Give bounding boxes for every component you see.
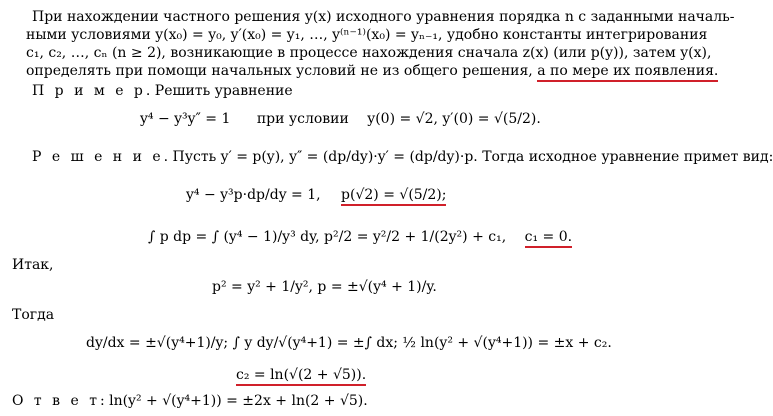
solution-line xyxy=(32,148,773,166)
togda-constant: c₂ = ln(√(2 + √5)). xyxy=(236,367,366,386)
togda-constant-line xyxy=(236,366,366,384)
answer-line xyxy=(12,392,368,410)
solution-text: . Пусть y′ = p(y), y″ = (dp/dy)·y′ = (dp/dy)·p. Тогда исходное уравнение примет вид: xyxy=(163,149,773,165)
solution-eq2-constant: c₁ = 0. xyxy=(525,229,572,248)
solution-eq1: y⁴ − y³p·dp/dy = 1, xyxy=(186,187,321,203)
answer-label: О т в е т xyxy=(12,393,100,409)
solution-label: Р е ш е н и е xyxy=(32,149,164,165)
togda-label: Тогда xyxy=(12,307,55,323)
solution-eq1-condition: p(√2) = √(5/2); xyxy=(341,187,446,206)
intro-line-4-text: определять при помощи начальных условий не из общего решения, xyxy=(26,63,538,79)
intro-line-3: c₁, c₂, …, cₙ (n ≥ 2), возникающие в процессе нахождения сначала z(x) (или p(y)), затем y(x), xyxy=(26,45,712,61)
solution-eq2: ∫ p dp = ∫ (y⁴ − 1)/y³ dy, p²/2 = y²/2 + 1/(2y²) + c₁, xyxy=(148,229,507,245)
example-label: П р и м е р xyxy=(32,83,146,99)
itak-equation: p² = y² + 1/y², p = ±√(y⁴ + 1)/y. xyxy=(212,279,437,295)
intro-line-4-underlined: а по мере их появления. xyxy=(537,63,718,82)
example-line xyxy=(32,82,293,100)
intro-line-1: При нахождении частного решения y(x) исходного уравнения порядка n с заданными началь- xyxy=(32,9,735,25)
example-text: . Решить уравнение xyxy=(145,83,293,99)
solution-eq2-line xyxy=(148,228,572,246)
example-equation-line xyxy=(140,110,541,128)
answer-text: : ln(y² + √(y⁴+1)) = ±2x + ln(2 + √5). xyxy=(99,393,368,409)
example-condition-word: при условии xyxy=(256,111,349,127)
solution-eq1-line xyxy=(186,186,446,204)
intro-line-2: ными условиями y(x₀) = y₀, y′(x₀) = y₁, …, y⁽ⁿ⁻¹⁾(x₀) = yₙ₋₁, удобно константы интегрирования xyxy=(26,27,708,43)
itak-label: Итак, xyxy=(12,257,54,273)
intro-line-4 xyxy=(26,62,718,80)
togda-equation: dy/dx = ±√(y⁴+1)/y; ∫ y dy/√(y⁴+1) = ±∫ dx; ½ ln(y² + √(y⁴+1)) = ±x + c₂. xyxy=(86,335,612,351)
example-equation: y⁴ − y³y″ = 1 xyxy=(140,111,231,127)
example-conditions: y(0) = √2, y′(0) = √(5/2). xyxy=(367,111,541,127)
